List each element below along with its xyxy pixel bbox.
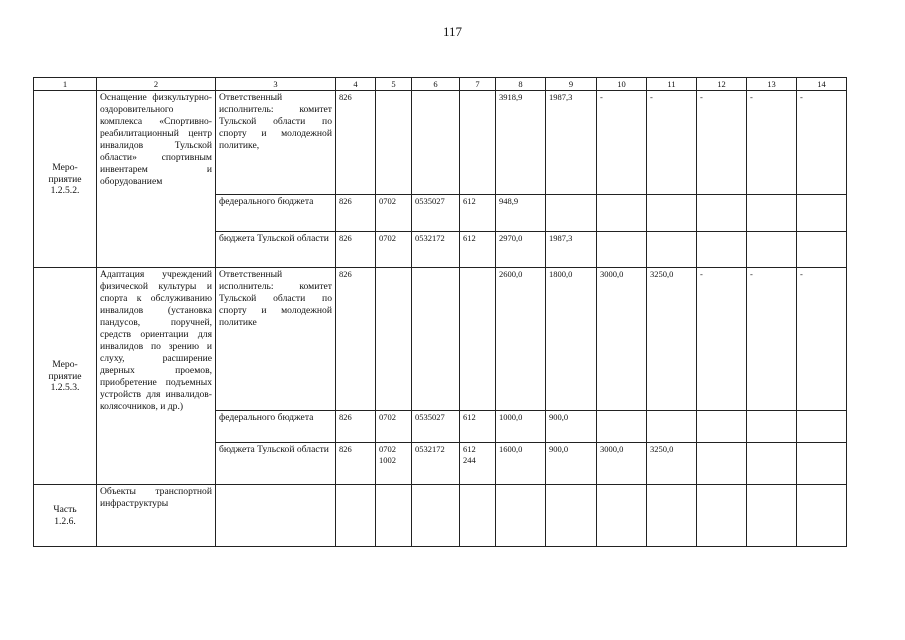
value-cell: 948,9 [496,195,546,232]
value-cell: 826 [336,195,376,232]
header-row [34,78,847,91]
event-description: Адаптация учреждений физической культуры и спорта к обслуживанию инвалидов (установка пандусов, поручней, средств ориентации для инвалидов по зрению и слуху, расширение дверных проемов, приобретение подъемных устройств для инвалидов-колясочников, и др.) [97,268,216,485]
value-cell [460,443,496,485]
value-cell: 612 [460,195,496,232]
header-cell: 13 [747,78,797,91]
value-cell [460,91,496,195]
event-description: Объекты транспортной инфраструктуры [97,485,216,547]
event-code-line: 1.2.6. [54,516,76,527]
value-cell: - [647,91,697,195]
value-cell [376,91,412,195]
expense-code-line: 612 [463,444,476,454]
funding-source [216,485,336,547]
event-code-cell [34,91,97,268]
funding-source: федерального бюджета [216,411,336,443]
value-cell: 0702 [376,411,412,443]
value-cell [496,485,546,547]
value-cell: 826 [336,268,376,411]
value-cell [647,485,697,547]
value-cell [747,411,797,443]
value-cell: - [747,91,797,195]
header-cell: 8 [496,78,546,91]
value-cell: 826 [336,91,376,195]
value-cell: 826 [336,411,376,443]
header-cell: 12 [697,78,747,91]
value-cell [546,195,597,232]
event-code-line: Меро- [52,358,78,370]
header-cell: 2 [97,78,216,91]
value-cell: - [597,91,647,195]
value-cell [336,485,376,547]
value-cell [697,195,747,232]
value-cell [597,195,647,232]
value-cell: 0535027 [412,195,460,232]
value-cell: 1987,3 [546,91,597,195]
value-cell: 0702 [376,232,412,268]
event-code-cell [34,485,97,547]
value-cell [797,232,847,268]
event-code-line: 1.2.5.3. [50,382,80,394]
page-number: 117 [442,24,463,39]
value-cell [697,232,747,268]
value-cell [647,195,697,232]
value-cell: 900,0 [546,443,597,485]
value-cell [797,195,847,232]
funding-source: бюджета Тульской области [216,232,336,268]
event-code-cell [34,268,97,485]
event-description: Оснащение физкультурно-оздоровительного комплекса «Спортивно-реабилитационный центр инвалидов Тульской области» спортивным инвентарем и оборудованием [97,91,216,268]
funding-source: Ответственный исполнитель: комитет Тульской области по спорту и молодежной политике [216,268,336,411]
value-cell [376,485,412,547]
value-cell [376,443,412,485]
value-cell: 0535027 [412,411,460,443]
header-cell: 7 [460,78,496,91]
header-cell: 3 [216,78,336,91]
value-cell [797,485,847,547]
value-cell: 900,0 [546,411,597,443]
value-cell: 3250,0 [647,268,697,411]
value-cell [697,485,747,547]
event-code-line: 1.2.5.2. [50,185,80,197]
value-cell: 2600,0 [496,268,546,411]
header-cell: 14 [797,78,847,91]
event-code-line: Часть [53,504,77,516]
value-cell: - [797,268,847,411]
event-code-line: приятие [48,370,82,382]
value-cell: - [697,268,747,411]
value-cell [597,485,647,547]
value-cell: 826 [336,443,376,485]
section-code-line: 1002 [379,454,396,465]
value-cell: 612 [460,232,496,268]
funding-source: федерального бюджета [216,195,336,232]
value-cell [412,268,460,411]
value-cell [460,485,496,547]
value-cell: 0532172 [412,232,460,268]
event-code-line: приятие [48,173,82,185]
value-cell: 826 [336,232,376,268]
value-cell [747,443,797,485]
header-cell: 11 [647,78,697,91]
value-cell: 612 [460,411,496,443]
value-cell: 3000,0 [597,443,647,485]
value-cell [376,268,412,411]
funding-source: Ответственный исполнитель: комитет Тульской области по спорту и молодежной политике, [216,91,336,195]
value-cell: 1987,3 [546,232,597,268]
value-cell: - [747,268,797,411]
value-cell [747,232,797,268]
value-cell: - [797,91,847,195]
value-cell: 0532172 [412,443,460,485]
value-cell [797,443,847,485]
value-cell [647,411,697,443]
value-cell [697,443,747,485]
value-cell [647,232,697,268]
value-cell: 3000,0 [597,268,647,411]
value-cell: 0702 [376,195,412,232]
expense-code-line: 244 [463,454,476,465]
header-cell: 9 [546,78,597,91]
value-cell: 1000,0 [496,411,546,443]
header-cell: 4 [336,78,376,91]
table-row [34,268,847,411]
value-cell [797,411,847,443]
header-cell: 1 [34,78,97,91]
budget-table [33,77,847,547]
value-cell [412,91,460,195]
value-cell: 2970,0 [496,232,546,268]
header-cell: 5 [376,78,412,91]
table-row [34,485,847,547]
value-cell [747,485,797,547]
value-cell [747,195,797,232]
header-cell: 10 [597,78,647,91]
value-cell [546,485,597,547]
value-cell [460,268,496,411]
value-cell: 1800,0 [546,268,597,411]
value-cell [597,411,647,443]
funding-source: бюджета Тульской области [216,443,336,485]
value-cell: 1600,0 [496,443,546,485]
value-cell [597,232,647,268]
section-code-line: 0702 [379,444,396,454]
event-code-line: Меро- [52,161,78,173]
value-cell [697,411,747,443]
value-cell: - [697,91,747,195]
value-cell: 3918,9 [496,91,546,195]
header-cell: 6 [412,78,460,91]
value-cell: 3250,0 [647,443,697,485]
value-cell [412,485,460,547]
table-row [34,91,847,195]
